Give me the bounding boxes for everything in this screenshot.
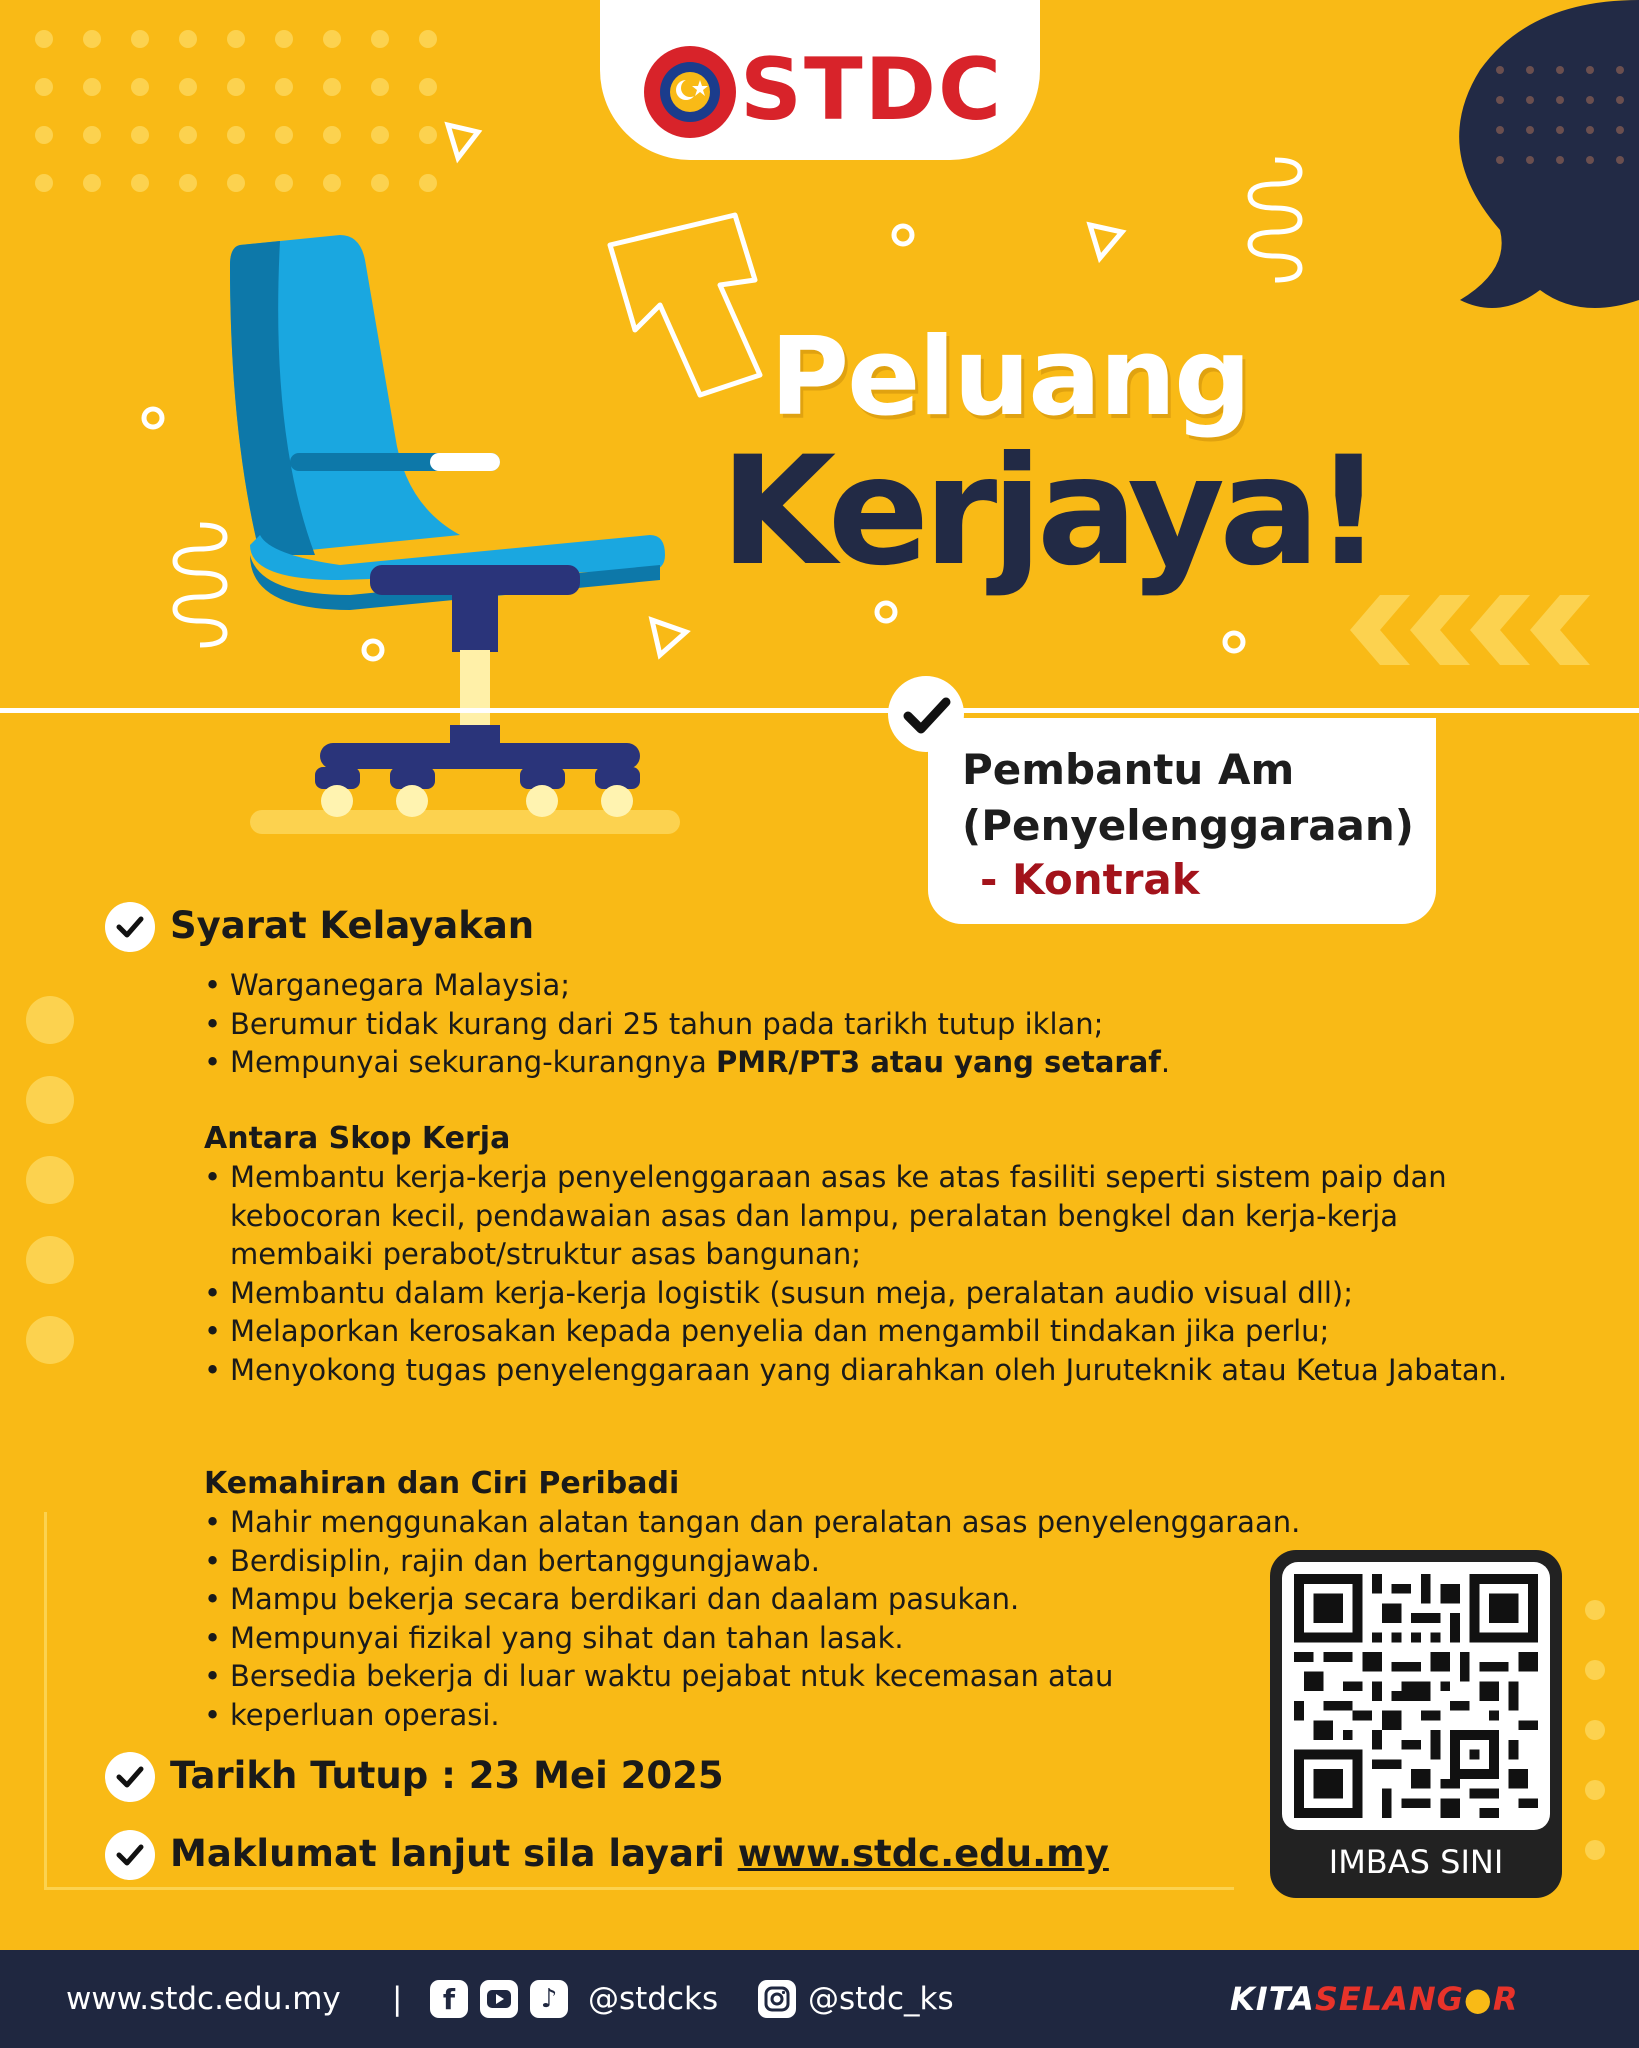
list-item: • Warganegara Malaysia; — [202, 966, 1502, 1005]
job-title: Pembantu Am (Penyelenggaraan) — [962, 745, 1414, 850]
footer-website[interactable]: www.stdc.edu.my — [66, 1981, 341, 2017]
stdc-logo-text: STDC — [740, 40, 1004, 140]
frame-line-horizontal — [44, 1887, 1234, 1890]
job-type: - Kontrak — [980, 855, 1200, 904]
footer-instagram-handle[interactable]: @stdc_ks — [808, 1981, 954, 2017]
more-info — [170, 1829, 1109, 1879]
qr-code-icon[interactable] — [1294, 1574, 1538, 1818]
headline-peluang: Peluang — [770, 315, 1250, 440]
qr-scan-label: IMBAS SINI — [1328, 1843, 1504, 1881]
footer-separator: | — [392, 1981, 403, 2017]
location-pin-icon: ● — [1463, 1980, 1493, 2018]
scope-title: Antara Skop Kerja — [204, 1121, 511, 1156]
skills-title: Kemahiran dan Ciri Peribadi — [204, 1466, 680, 1501]
frame-line-vertical — [44, 1512, 47, 1890]
instagram-icon[interactable] — [758, 1980, 796, 2018]
kita-selangor-logo: KITASELANG●R — [1230, 1980, 1519, 2018]
closing-date: Tarikh Tutup : 23 Mei 2025 — [170, 1754, 724, 1797]
list-item: • Mahir menggunakan alatan tangan dan peralatan asas penyelenggaraan. — [202, 1503, 1442, 1542]
scope-list — [202, 1158, 1512, 1389]
list-item: • Berdisiplin, rajin dan bertanggungjawab. — [202, 1542, 1442, 1581]
tiktok-icon[interactable]: ♪ — [530, 1980, 568, 2018]
website-link[interactable]: www.stdc.edu.my — [737, 1832, 1109, 1875]
list-item: • Berumur tidak kurang dari 25 tahun pada tarikh tutup iklan; — [202, 1005, 1502, 1044]
qualification-highlight: PMR/PT3 atau yang setaraf — [715, 1045, 1161, 1079]
qualifications-title: Syarat Kelayakan — [170, 904, 535, 947]
check-icon — [105, 902, 155, 952]
check-icon — [105, 1830, 155, 1880]
qualifications-list — [202, 966, 1502, 1082]
side-dots — [20, 990, 80, 1370]
list-item: • Mampu bekerja secara berdikari dan daalam pasukan. — [202, 1580, 1442, 1619]
more-info-label: Maklumat lanjut sila layari — [170, 1832, 738, 1875]
check-icon — [105, 1752, 155, 1802]
facebook-icon[interactable]: f — [430, 1980, 468, 2018]
list-item: • Mempunyai sekurang-kurangnya PMR/PT3 atau yang setaraf. — [202, 1043, 1502, 1082]
office-chair-illustration — [220, 235, 680, 845]
headline-kerjaya: Kerjaya! — [720, 425, 1377, 599]
list-item: • keperluan operasi. — [202, 1696, 1442, 1735]
right-dots — [1575, 1590, 1615, 1890]
youtube-icon[interactable] — [480, 1980, 518, 2018]
list-item: • Membantu dalam kerja-kerja logistik (susun meja, peralatan audio visual dll); — [202, 1274, 1512, 1313]
footer-social-handle[interactable]: @stdcks — [588, 1981, 719, 2017]
list-item: • Melaporkan kerosakan kepada penyelia dan mengambil tindakan jika perlu; — [202, 1312, 1512, 1351]
list-item: • Menyokong tugas penyelenggaraan yang diarahkan oleh Juruteknik atau Ketua Jabatan. — [202, 1351, 1512, 1390]
list-item: • Bersedia bekerja di luar waktu pejabat ntuk kecemasan atau — [202, 1657, 1442, 1696]
list-item: • Membantu kerja-kerja penyelenggaraan asas ke atas fasiliti seperti sistem paip dan kebocoran kecil, pendawaian asas dan lampu, peralatan bengkel dan kerja-kerja membaiki perabot/struktur asas bangunan; — [202, 1158, 1512, 1274]
divider-line — [0, 708, 1639, 713]
skills-list — [202, 1503, 1442, 1734]
list-item: • Mempunyai fizikal yang sihat dan tahan lasak. — [202, 1619, 1442, 1658]
check-icon — [886, 674, 966, 754]
